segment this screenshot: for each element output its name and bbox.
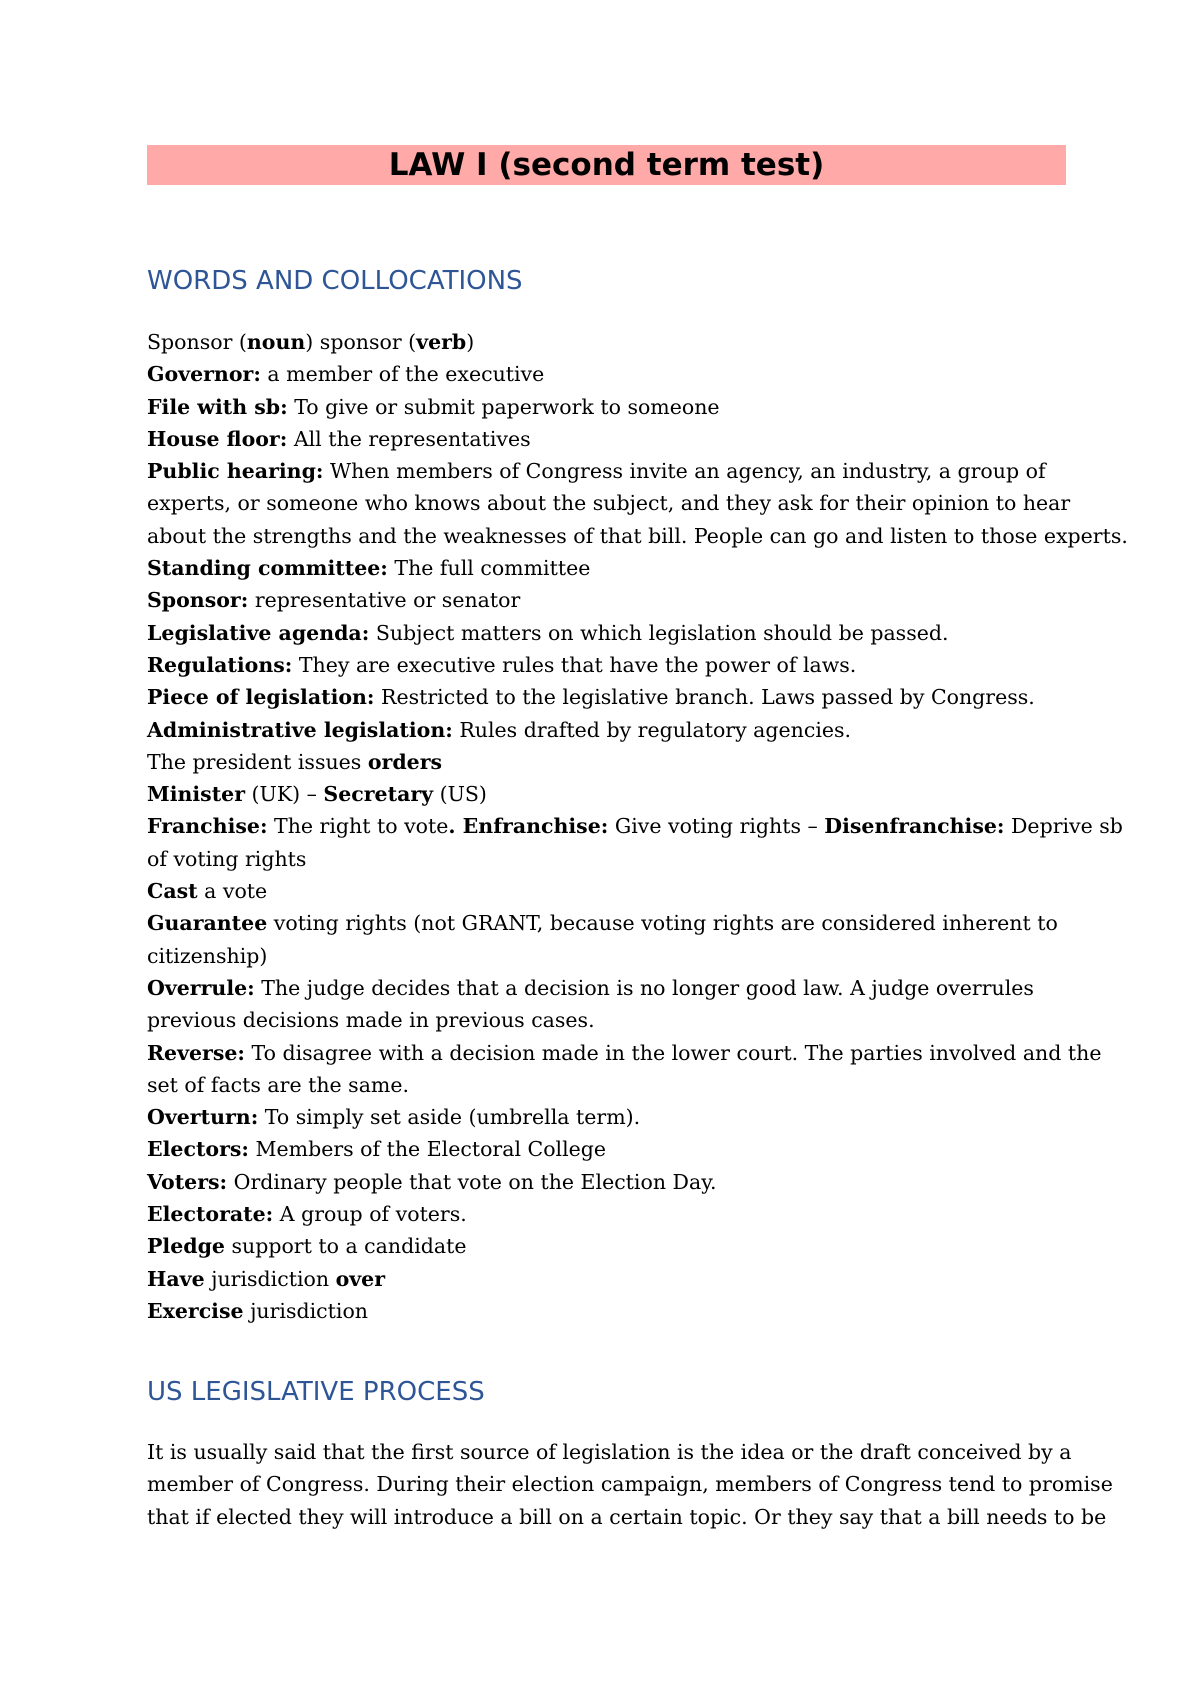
- text-line: [147, 1468, 1113, 1500]
- bold-term: verb: [416, 330, 467, 354]
- bold-term: House floor:: [147, 426, 288, 451]
- text-run: experts, or someone who knows about the subject, and they ask for their opinion to hear: [147, 491, 1071, 516]
- bold-term: Voters:: [147, 1169, 228, 1194]
- bold-term: Electorate:: [147, 1202, 274, 1227]
- bold-term: Guarantee: [147, 911, 268, 936]
- text-line: [147, 1069, 1067, 1101]
- text-run: To simply set aside (umbrella term).: [258, 1105, 641, 1130]
- bold-term: Public hearing:: [147, 459, 324, 484]
- text-run: representative or senator: [248, 588, 521, 613]
- bold-term: Sponsor:: [147, 588, 249, 613]
- bold-term: Standing committee:: [147, 556, 388, 581]
- section-heading-us-legislative-process: US LEGISLATIVE PROCESS: [147, 1377, 485, 1407]
- text-run: They are executive rules that have the power of laws.: [292, 652, 857, 677]
- text-run: voting rights (not GRANT, because voting rights are considered inherent to: [267, 911, 1058, 936]
- text-run: ) sponsor (: [305, 330, 417, 354]
- bold-term: Overrule:: [147, 975, 255, 1000]
- bold-term: Overturn:: [147, 1105, 259, 1130]
- text-line: [147, 423, 1067, 455]
- text-run: that if elected they will introduce a bill on a certain topic. Or they say that a bill needs to be: [147, 1504, 1107, 1529]
- text-line: [147, 1263, 1067, 1295]
- text-line: [147, 391, 1067, 423]
- text-run: The president issues: [147, 749, 368, 774]
- text-line: [147, 1166, 1067, 1198]
- text-run: set of facts are the same.: [147, 1072, 410, 1097]
- text-line: [147, 552, 1067, 584]
- bold-term: Administrative legislation:: [147, 717, 453, 742]
- text-line: [147, 810, 1123, 842]
- bold-term: over: [335, 1266, 386, 1291]
- bold-term: Minister: [147, 782, 246, 807]
- text-line: [147, 1037, 1102, 1069]
- text-run: All the representatives: [287, 426, 531, 451]
- text-run: a member of the executive: [260, 362, 545, 387]
- bold-term: Legislative agenda:: [147, 620, 370, 645]
- bold-term: . Enfranchise:: [448, 814, 609, 839]
- text-line: [147, 714, 1067, 746]
- text-run: To disagree with a decision made in the lower court. The parties involved and the: [245, 1040, 1102, 1065]
- bold-term: Reverse:: [147, 1040, 245, 1065]
- bold-term: noun: [246, 330, 306, 354]
- text-line: [147, 940, 1067, 972]
- bold-term: Piece of legislation:: [147, 685, 375, 710]
- bold-term: Secretary: [323, 782, 434, 807]
- text-run: support to a candidate: [224, 1234, 467, 1259]
- bold-term: orders: [367, 749, 443, 774]
- text-line: [147, 1436, 1072, 1468]
- text-line: [147, 1101, 1067, 1133]
- text-run: Members of the Electoral College: [249, 1137, 607, 1162]
- bold-term: Governor:: [147, 362, 261, 387]
- bold-term: Electors:: [147, 1137, 249, 1162]
- bold-term: Disenfranchise:: [824, 814, 1005, 839]
- bold-term: Pledge: [147, 1234, 225, 1259]
- text-run: When members of Congress invite an agency, an industry, a group of: [323, 459, 1046, 484]
- text-run: previous decisions made in previous cases.: [147, 1008, 595, 1033]
- text-line: [147, 1501, 1107, 1533]
- text-run: a vote: [197, 879, 268, 904]
- text-run: about the strengths and the weaknesses of that bill. People can go and listen to those experts.: [147, 523, 1128, 548]
- text-run: Rules drafted by regulatory agencies.: [452, 717, 852, 742]
- text-line: [147, 1295, 1067, 1327]
- text-line: [147, 778, 1067, 810]
- text-line: [147, 1004, 1067, 1036]
- text-line: [147, 326, 1067, 358]
- text-line: [147, 649, 1067, 681]
- text-line: [147, 584, 1067, 616]
- text-line: [147, 617, 1067, 649]
- text-line: [147, 681, 1067, 713]
- bold-term: Have: [147, 1266, 205, 1291]
- text-line: [147, 520, 1128, 552]
- text-run: A group of voters.: [273, 1202, 467, 1227]
- document-title: LAW I (second term test): [147, 145, 1066, 185]
- text-run: The judge decides that a decision is no longer good law. A judge overrules: [254, 975, 1034, 1000]
- text-run: jurisdiction: [204, 1266, 336, 1291]
- text-run: jurisdiction: [243, 1298, 368, 1323]
- bold-term: Franchise:: [147, 814, 268, 839]
- text-run: Subject matters on which legislation should be passed.: [369, 620, 949, 645]
- bold-term: Cast: [147, 879, 198, 904]
- text-line: [147, 1230, 1067, 1262]
- text-run: Sponsor (: [147, 330, 247, 354]
- text-run: citizenship): [147, 943, 268, 968]
- section-heading-words-collocations: WORDS AND COLLOCATIONS: [147, 266, 523, 296]
- text-run: ): [466, 330, 475, 354]
- text-run: Give voting rights –: [608, 814, 825, 839]
- words-collocations-list: [147, 326, 1128, 1327]
- text-line: [147, 1198, 1067, 1230]
- text-run: To give or submit paperwork to someone: [287, 394, 720, 419]
- text-run: member of Congress. During their election campaign, members of Congress tend to promise: [147, 1472, 1113, 1497]
- text-line: [147, 487, 1071, 519]
- text-run: Deprive sb: [1004, 814, 1123, 839]
- text-run: (UK) –: [245, 782, 324, 807]
- bold-term: File with sb:: [147, 394, 288, 419]
- text-line: [147, 1133, 1067, 1165]
- text-run: The right to vote: [267, 814, 449, 839]
- text-line: [147, 875, 1067, 907]
- text-line: [147, 843, 1067, 875]
- text-line: [147, 907, 1067, 939]
- bold-term: Regulations:: [147, 652, 293, 677]
- text-run: of voting rights: [147, 846, 307, 871]
- text-run: Restricted to the legislative branch. Laws passed by Congress.: [374, 685, 1035, 710]
- text-line: [147, 455, 1067, 487]
- text-line: [147, 746, 1067, 778]
- text-run: It is usually said that the first source of legislation is the idea or the draft conceived by a: [147, 1440, 1072, 1464]
- text-line: [147, 972, 1067, 1004]
- text-run: Ordinary people that vote on the Election Day.: [227, 1169, 717, 1194]
- text-run: (US): [433, 782, 487, 807]
- bold-term: Exercise: [147, 1298, 244, 1323]
- legislative-process-paragraph: [147, 1436, 1113, 1533]
- text-run: The full committee: [387, 556, 591, 581]
- text-line: [147, 358, 1067, 390]
